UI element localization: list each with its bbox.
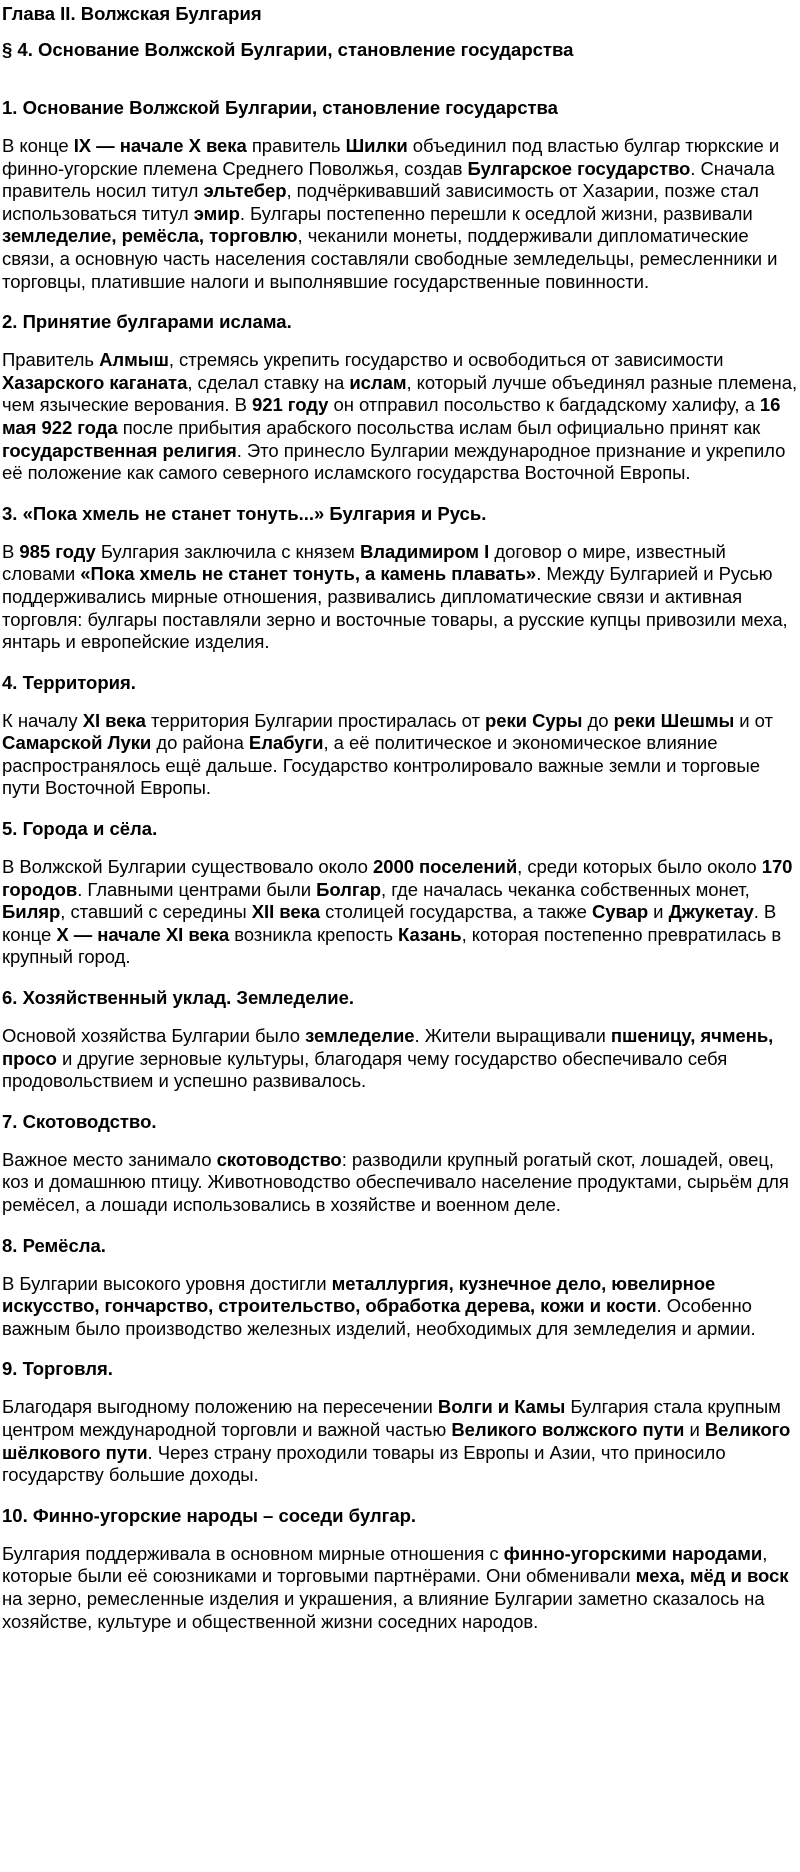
bold-term: XI века [82,709,146,731]
text-run: В конце [2,135,74,156]
section-7 [2,1110,800,1217]
bold-term: меха, мёд и воск [635,1565,789,1587]
bold-term: Елабуги [248,732,324,754]
section-title: 8. Ремёсла. [2,1234,106,1256]
chapter-title: Глава II. Волжская Булгария [2,3,262,24]
text-run: В Булгарии высокого уровня достигли [2,1272,332,1294]
text-run: , среди которых было около [517,856,762,878]
bold-term: скотоводство [216,1148,342,1170]
text-run: К началу [2,709,83,731]
bold-term: IX — началe X века [73,135,247,156]
text-run: . Это принесло Булгарии международное признание и укрепило её положение как самого северного исламского государства Восточной Европы. [2,439,786,484]
bold-term: Шилки [345,135,408,156]
text-run: В [2,540,20,562]
bold-term: XII века [251,901,321,923]
section-5 [2,817,800,969]
section-9 [2,1357,800,1486]
text-run: после прибытия арабского посольства ислам был официально принят как [117,416,761,438]
text-run: , а её политическое и экономическое влияние распространялось ещё дальше. Государство контролировало важные земли и торговые пути Восточной Европы. [2,732,760,799]
bold-term: 921 году [252,394,329,416]
bold-term: 170 городов [2,856,793,900]
bold-term: 2000 поселений [373,856,518,878]
bold-term: земледелие, ремёсла, торговлю [2,225,298,247]
text-run: договор о мире, известный словами [2,540,726,585]
bold-term: реки Суры [484,709,583,731]
section-10 [2,1504,800,1633]
section-1 [2,96,800,293]
text-run: до [582,709,614,731]
bold-term: пшеницу, ячмень, просо [2,1025,774,1069]
section-title: 3. «Пока хмель не станет тонуть...» Булгария и Русь. [2,502,487,524]
text-run: он отправил посольство к багдадскому халифу, а [328,394,760,416]
section-text [2,135,800,293]
text-run: , подчёркивавший зависимость от Хазарии, позже стал использоваться титул [2,180,759,224]
bold-term: финно-угорскими народами [503,1542,763,1564]
section-2 [2,310,800,485]
bold-term: Алмыш [99,349,169,371]
bold-term: государственная религия [2,439,237,461]
text-run: Важное место занимало [2,1148,217,1170]
text-run: и от [734,709,773,731]
text-run: , ставший с середины [60,901,252,923]
section-title: 6. Хозяйственный уклад. Земледелие. [2,987,355,1009]
text-run: Булгария поддерживала в основном мирные отношения с [2,1542,504,1564]
bold-term: Болгар [316,878,382,900]
bold-term: металлургия, кузнечное дело, ювелирное искусство, гончарство, строительство, обработка дерева, кожи и кости [2,1272,716,1317]
bold-term: Великого волжского пути [451,1418,685,1440]
bold-term: X — начале XI века [56,923,230,945]
bold-term: Самарской Луки [2,732,152,754]
bold-term: эмир [193,202,240,224]
text-run: . Сначала правитель носил титул [2,157,775,202]
bold-term: реки Шешмы [613,709,735,731]
text-run: столицей государства, а также [320,901,592,923]
text-run: возникла крепость [229,923,399,945]
section-title: 1. Основание Волжской Булгарии, становление государства [2,97,558,118]
text-run: , которые были её союзниками и торговыми партнёрами. Они обменивали [2,1542,768,1587]
section-title: 4. Территория. [2,671,136,693]
text-run: на зерно, ремесленные изделия и украшения, а влияние Булгарии заметно сказалось на хозяйстве, культуре и общественной жизни соседних народов. [2,1587,765,1632]
bold-term: Джукетау [668,901,754,923]
section-text [2,541,800,654]
text-run: . Между Булгарией и Русью поддерживались мирные отношения, развивались дипломатические связи и активная торговля: булгары поставляли зерно и восточные товары, а русские купцы привозили меха, янтарь и европейские изделия. [2,563,788,653]
text-run: , сделал ставку на [187,371,350,393]
section-title: 7. Скотоводство. [2,1110,157,1132]
text-run: Благодаря выгодному положению на пересечении [2,1396,438,1418]
bold-term: Хазарского каганата [2,371,188,393]
text-run: территория Булгарии простиралась от [145,709,485,731]
bold-term: Сувар [591,901,649,923]
text-run: . Главными центрами были [77,878,317,900]
text-run: и [684,1418,705,1440]
bold-term: Волги и Камы [437,1396,566,1418]
section-8 [2,1234,800,1341]
section-title: 2. Принятие булгарами ислама. [2,311,292,333]
text-run: В Волжской Булгарии существовало около [2,856,374,878]
text-run: . В конце [2,901,777,945]
section-6 [2,986,800,1093]
text-run: : разводили крупный рогатый скот, лошадей, овец, коз и домашнюю птицу. Животноводство обеспечивало население продуктами, сырьём для ремёсел, а лошади использовались в хозяйстве и военном деле. [2,1148,789,1215]
text-run: Основой хозяйства Булгарии было [2,1025,306,1047]
section-text [2,1149,800,1217]
bold-term: эльтебер [203,180,287,202]
bold-term: Казань [398,923,462,945]
section-text [2,710,800,800]
section-text [2,1273,800,1341]
text-run: Правитель [2,349,100,371]
bold-term: Биляр [2,901,61,923]
text-run: Булгария стала крупным центром международной торговли и важной частью [2,1396,781,1440]
text-run: . Жители выращивали [414,1025,611,1047]
sections-container [2,96,800,1633]
section-title: 9. Торговля. [2,1358,113,1380]
section-title: 10. Финно-угорские народы – соседи булгар. [2,1504,417,1526]
bold-term: 16 мая 922 года [2,394,781,438]
section-3 [2,502,800,654]
section-text [2,856,800,969]
text-run: . Булгары постепенно перешли к оседлой жизни, развивали [239,202,753,224]
bold-term: «Пока хмель не станет тонуть, а камень плавать» [80,563,537,585]
section-4 [2,671,800,800]
bold-term: Великого шёлкового пути [2,1418,791,1463]
text-run: , чеканили монеты, поддерживали дипломатические связи, а основную часть населения составляли свободные земледельцы, ремесленники и торговцы, платившие налоги и выполнявшие государственные повинности. [2,225,778,292]
section-title: 5. Города и сёла. [2,818,158,840]
bold-term: Владимиром I [359,540,490,562]
section-text [2,1543,800,1633]
text-run: , которая постепенно превратилась в крупный город. [2,923,782,968]
bold-term: 985 году [19,540,96,562]
text-run: . Через страну проходили товары из Европы и Азии, что приносило государству большие доходы. [2,1441,726,1486]
bold-term: ислам [349,371,407,393]
text-run: Булгария заключила с князем [95,540,360,562]
section-text [2,1025,800,1093]
section-text [2,1396,800,1486]
text-run: . Особенно важным было производство железных изделий, необходимых для земледелия и армии. [2,1295,756,1339]
paragraph-title: § 4. Основание Волжской Булгарии, становление государства [2,39,574,60]
text-run: и [648,901,669,923]
section-text [2,349,800,485]
text-run: , где началась чеканка собственных монет, [381,878,750,900]
text-run: и другие зерновые культуры, благодаря чему государство обеспечивало себя продовольствием и успешно развивалось. [2,1047,728,1092]
text-run: до района [151,732,249,754]
text-run: объединил под властью булгар тюркские и финно-угорские племена Среднего Поволжья, создав [2,135,780,179]
text-run: , стремясь укрепить государство и освободиться от зависимости [168,349,724,371]
text-run: правитель [246,135,346,156]
bold-term: земледелие [305,1025,415,1047]
text-run: , который лучше объединял разные племена, чем языческие верования. В [2,371,798,416]
bold-term: Булгарское государство [467,157,691,179]
